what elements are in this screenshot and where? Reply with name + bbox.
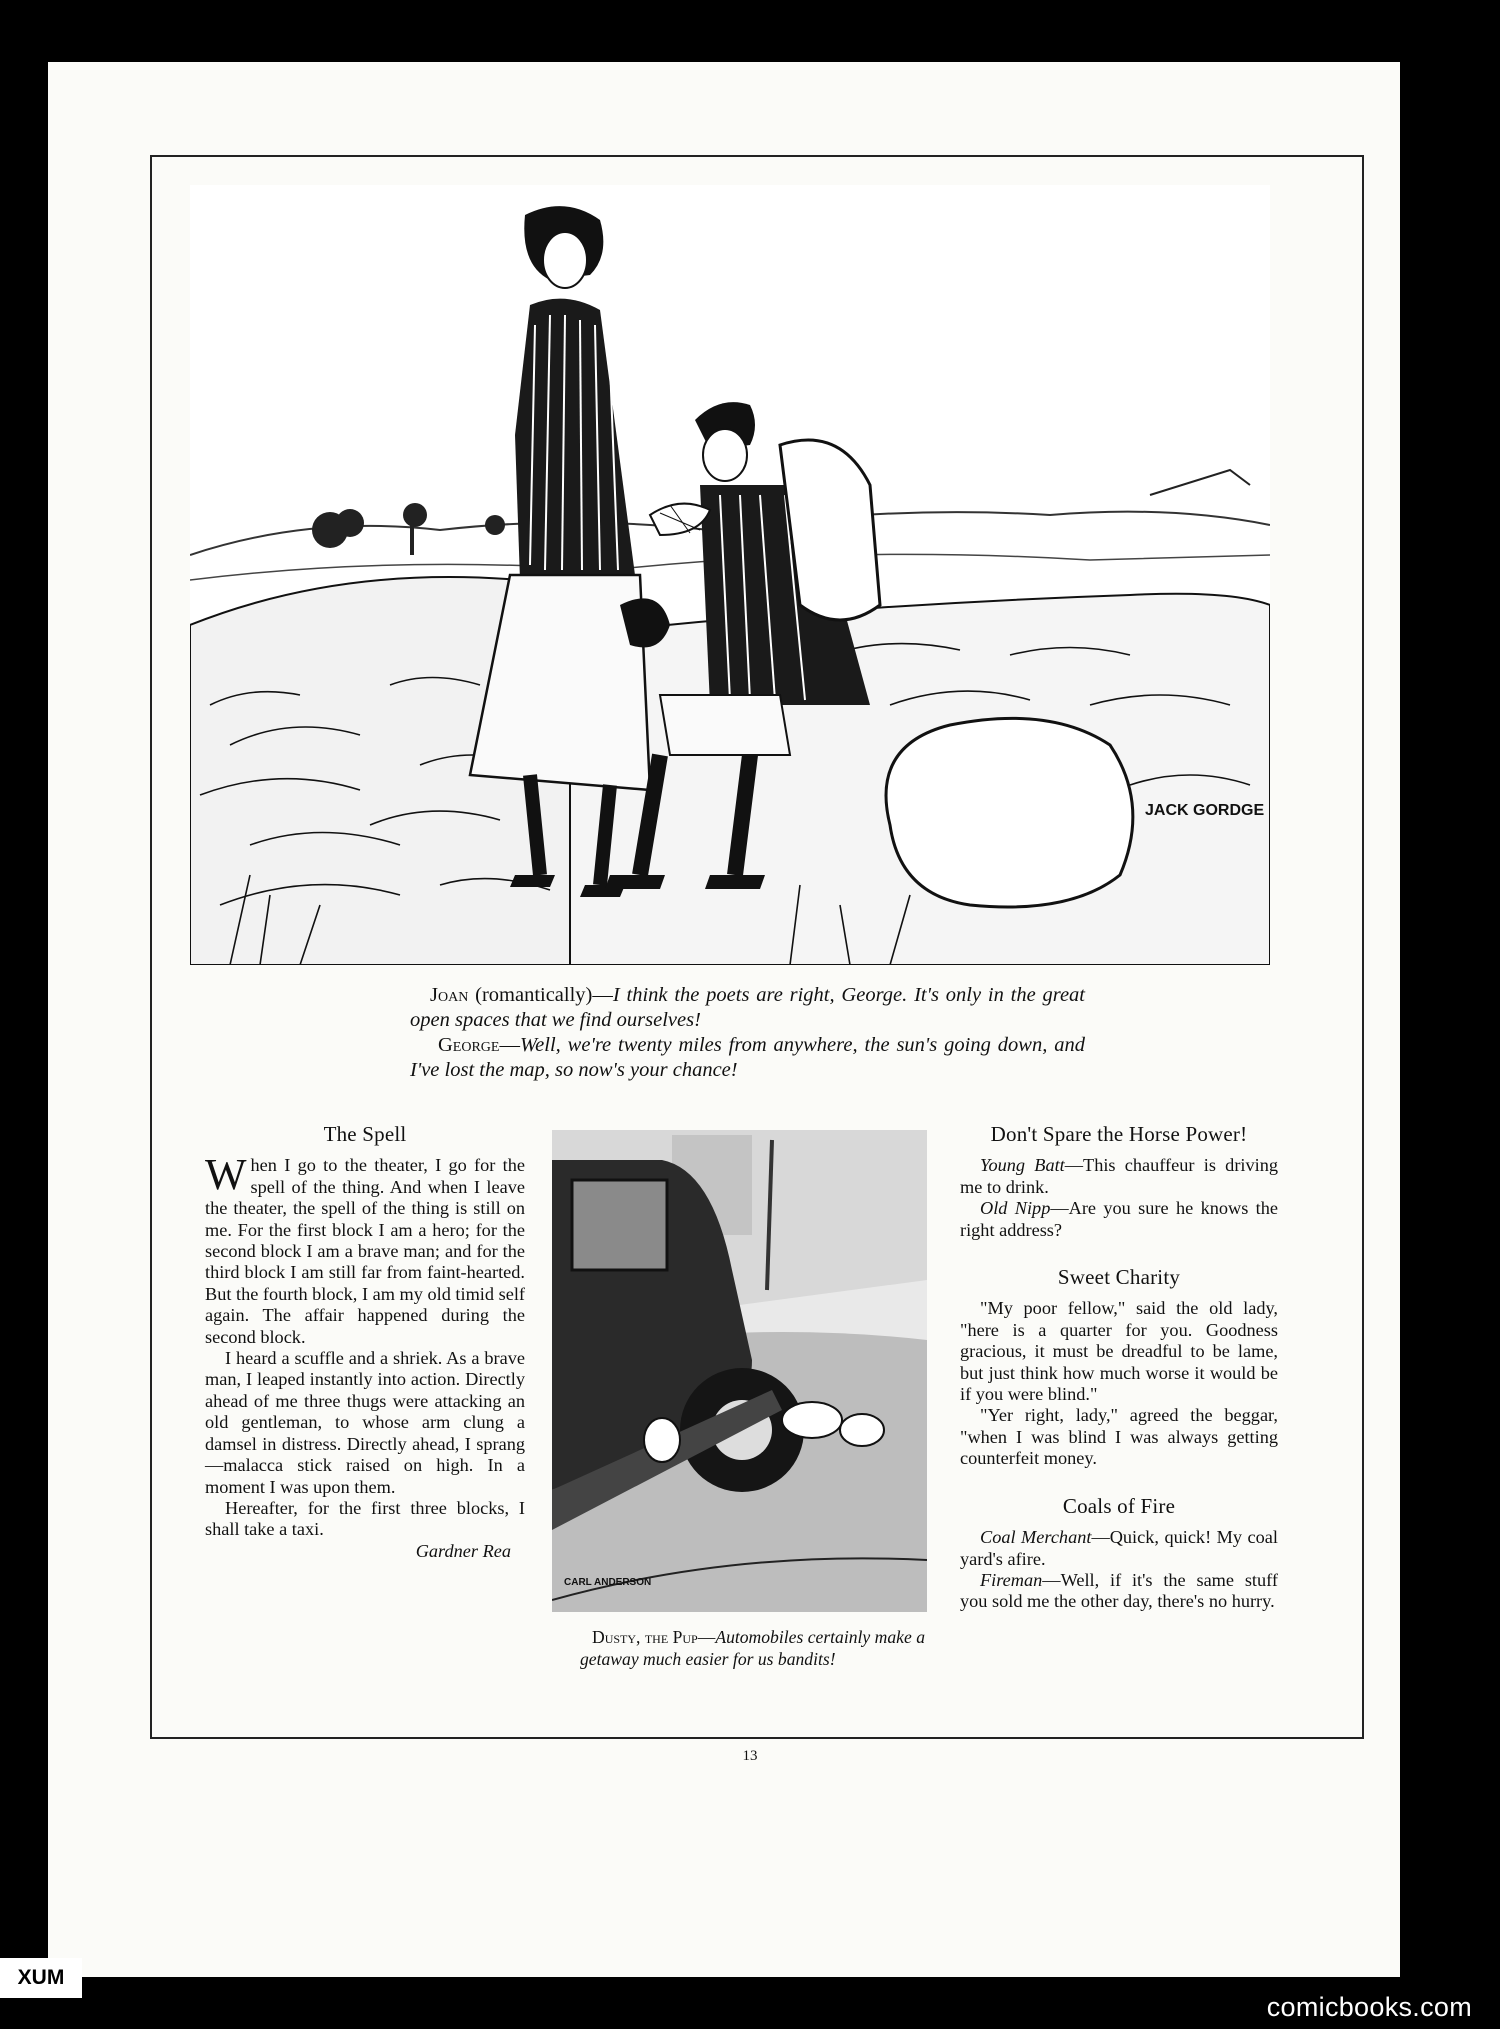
joke3-line2: Fireman—Well, if it's the same stuff you sold me the other day, there's no hurry. xyxy=(960,1569,1278,1612)
caption-george-line: George—Well, we're twenty miles from anywhere, the sun's going down, and I've lost the map, so now's your chance! xyxy=(410,1034,1085,1081)
joke-title-sweet-charity: Sweet Charity xyxy=(1057,1265,1181,1290)
artist-signature-jack-gordge: JACK GORDGE xyxy=(1145,802,1265,819)
george-dialogue: Well, we're twenty miles from anywhere, the sun's going down, and I've lost the map, so now's your chance! xyxy=(410,1034,1085,1081)
corner-badge: XUM xyxy=(0,1958,82,1998)
caption-joan-line xyxy=(410,983,1085,1033)
drop-cap: W xyxy=(205,1150,247,1200)
jokes-column xyxy=(960,1124,1278,1613)
joke-title-horse-power: Don't Spare the Horse Power! xyxy=(990,1122,1248,1146)
spell-paragraph-3: Hereafter, for the first three blocks, I shall take a taxi. xyxy=(205,1497,525,1540)
joan-dialogue: I think the poets are right, George. It's only in the great open spaces that we find ourselves! xyxy=(410,984,1086,1031)
joke3-line1: Coal Merchant—Quick, quick! My coal yard's afire. xyxy=(960,1527,1278,1569)
article-the-spell xyxy=(205,1124,525,1562)
article-title: The Spell xyxy=(323,1122,407,1146)
main-cartoon-caption xyxy=(410,983,1085,1083)
joke1-line2: Old Nipp—Are you sure he knows the right address? xyxy=(960,1198,1279,1240)
joke-title-coals-of-fire: Coals of Fire xyxy=(1062,1493,1176,1518)
dusty-pup-caption: Dusty, the Pup—Automobiles certainly make a getaway much easier for us bandits! xyxy=(580,1627,925,1669)
dusty-pup-illustration xyxy=(552,1130,927,1612)
joke2-paragraph-1: "My poor fellow," said the old lady, "here is a quarter for you. Goodness gracious, it must be dreadful to be lame, but just think how much worse it would be if you were blind." xyxy=(960,1298,1278,1405)
page-number: 13 xyxy=(742,1748,758,1764)
joke2-paragraph-2: "Yer right, lady," agreed the beggar, "when I was blind I was always getting counterfeit money. xyxy=(960,1405,1278,1469)
main-cartoon-illustration xyxy=(190,185,1270,965)
artist-signature-carl-anderson: CARL ANDERSON xyxy=(564,1577,652,1588)
article-author: Gardner Rea xyxy=(415,1540,511,1561)
speaker-george: George xyxy=(438,1034,500,1056)
spell-paragraph-2: I heard a scuffle and a shriek. As a brave man, I leaped instantly into action. Directly ahead of me three thugs were attacking an old gentleman, to whose arm clung a damsel in distress. Directly ahead, I sprang—malacca stick raised on high. In a moment I was upon them. xyxy=(205,1348,525,1497)
joke1-line1: Young Batt—This chauffeur is driving me to drink. xyxy=(960,1155,1278,1197)
watermark-text: comicbooks.com xyxy=(1266,1992,1472,2022)
speaker-dusty: Dusty, the Pup xyxy=(592,1627,698,1647)
speaker-joan: Joan xyxy=(430,984,469,1006)
dusty-dialogue: Automobiles certainly make a getaway much easier for us bandits! xyxy=(580,1627,925,1669)
spell-paragraph-1: hen I go to the theater, I go for the spell of the thing. And when I leave the theater, the spell of the thing is still on me. For the first block I am a hero; for the second block I am a brave man; and for the third block I am still far from faint-hearted. But the fourth block, I am my old timid self again. The affair happened during the second block. xyxy=(205,1155,525,1347)
speaker-joan-note: (romantically)— xyxy=(468,984,613,1006)
